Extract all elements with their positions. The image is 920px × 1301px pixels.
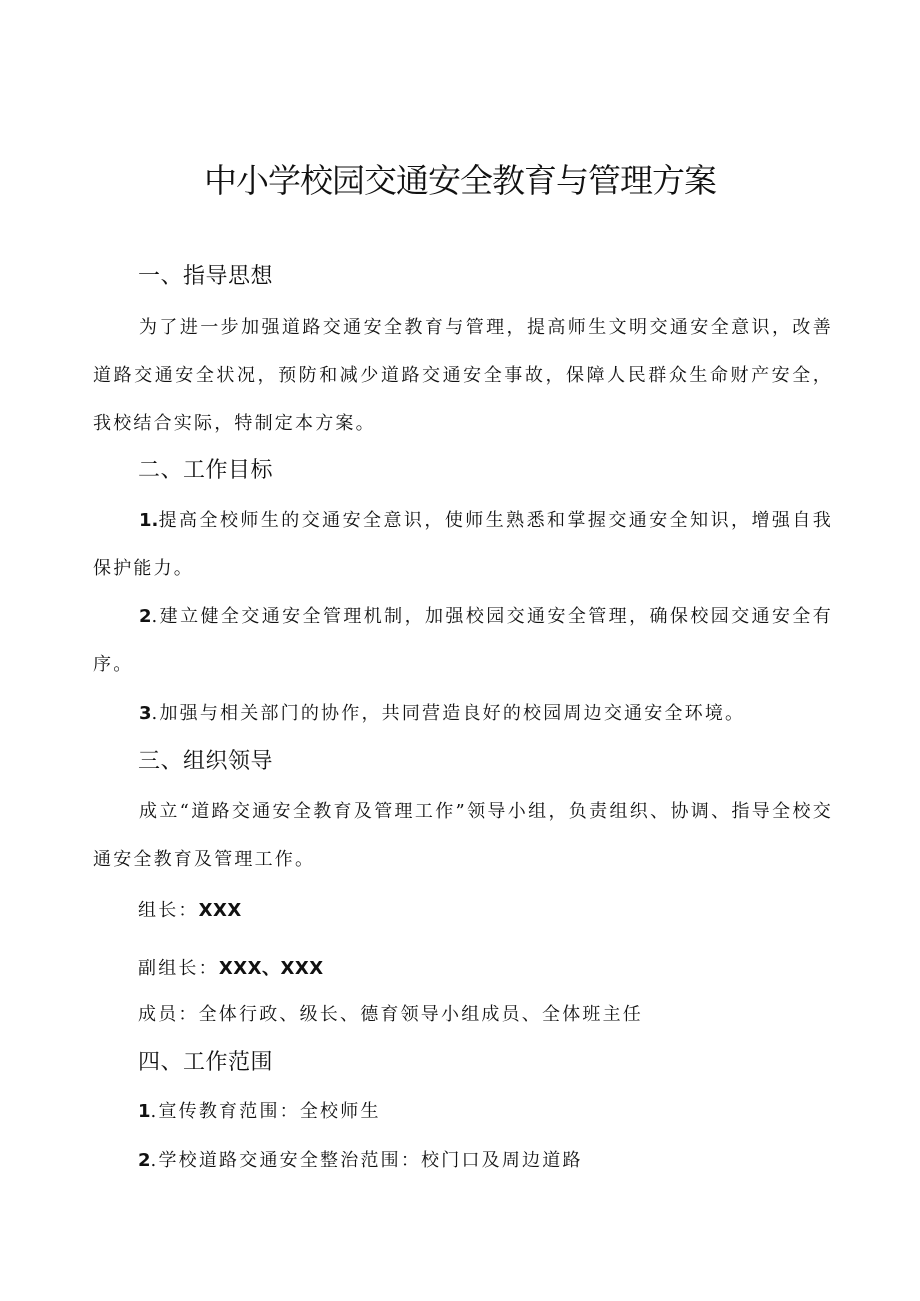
item-text: .建立健全交通安全管理机制，加强校园交通安全管理，确保校园交通安全有序。 [93, 606, 833, 675]
item-text: .学校道路交通安全整治范围：校门口及周边道路 [150, 1150, 583, 1171]
deputy-value: XXX、XXX [218, 958, 324, 979]
leader-line [138, 896, 242, 926]
item-number: 2 [139, 606, 152, 627]
section-heading-organization: 三、组织领导 [138, 749, 274, 774]
section-heading-work-goals: 二、工作目标 [138, 458, 274, 483]
item-number: 1 [138, 1101, 151, 1122]
item-text: .加强与相关部门的协作，共同营造良好的校园周边交通安全环境。 [151, 703, 746, 724]
work-goal-item [93, 690, 833, 738]
leader-label: 组长： [138, 900, 199, 921]
document-title: 中小学校园交通安全教育与管理方案 [204, 161, 716, 200]
item-number: 1. [139, 510, 159, 531]
item-number: 2 [138, 1150, 151, 1171]
work-scope-item [138, 1097, 381, 1127]
item-number: 3 [139, 703, 152, 724]
item-text: .宣传教育范围：全校师生 [150, 1101, 381, 1122]
section-heading-work-scope: 四、工作范围 [138, 1050, 274, 1075]
deputy-leader-line [138, 954, 324, 984]
section-heading-guiding-ideology: 一、指导思想 [138, 264, 274, 289]
organization-paragraph: 成立“道路交通安全教育及管理工作”领导小组，负责组织、协调、指导全校交通安全教育及管理工作。 [93, 801, 833, 870]
guiding-ideology-paragraph: 为了进一步加强道路交通安全教育与管理，提高师生文明交通安全意识，改善道路交通安全状况，预防和减少道路交通安全事故，保障人民群众生命财产安全，我校结合实际，特制定本方案。 [93, 317, 833, 434]
work-scope-item [138, 1146, 583, 1176]
item-text: 提高全校师生的交通安全意识，使师生熟悉和掌握交通安全知识，增强自我保护能力。 [93, 510, 833, 579]
work-goal-item [93, 497, 833, 593]
members-line: 成员：全体行政、级长、德育领导小组成员、全体班主任 [138, 1004, 643, 1025]
deputy-label: 副组长： [138, 958, 219, 979]
leader-value: XXX [198, 900, 242, 921]
work-goal-item [93, 593, 833, 689]
